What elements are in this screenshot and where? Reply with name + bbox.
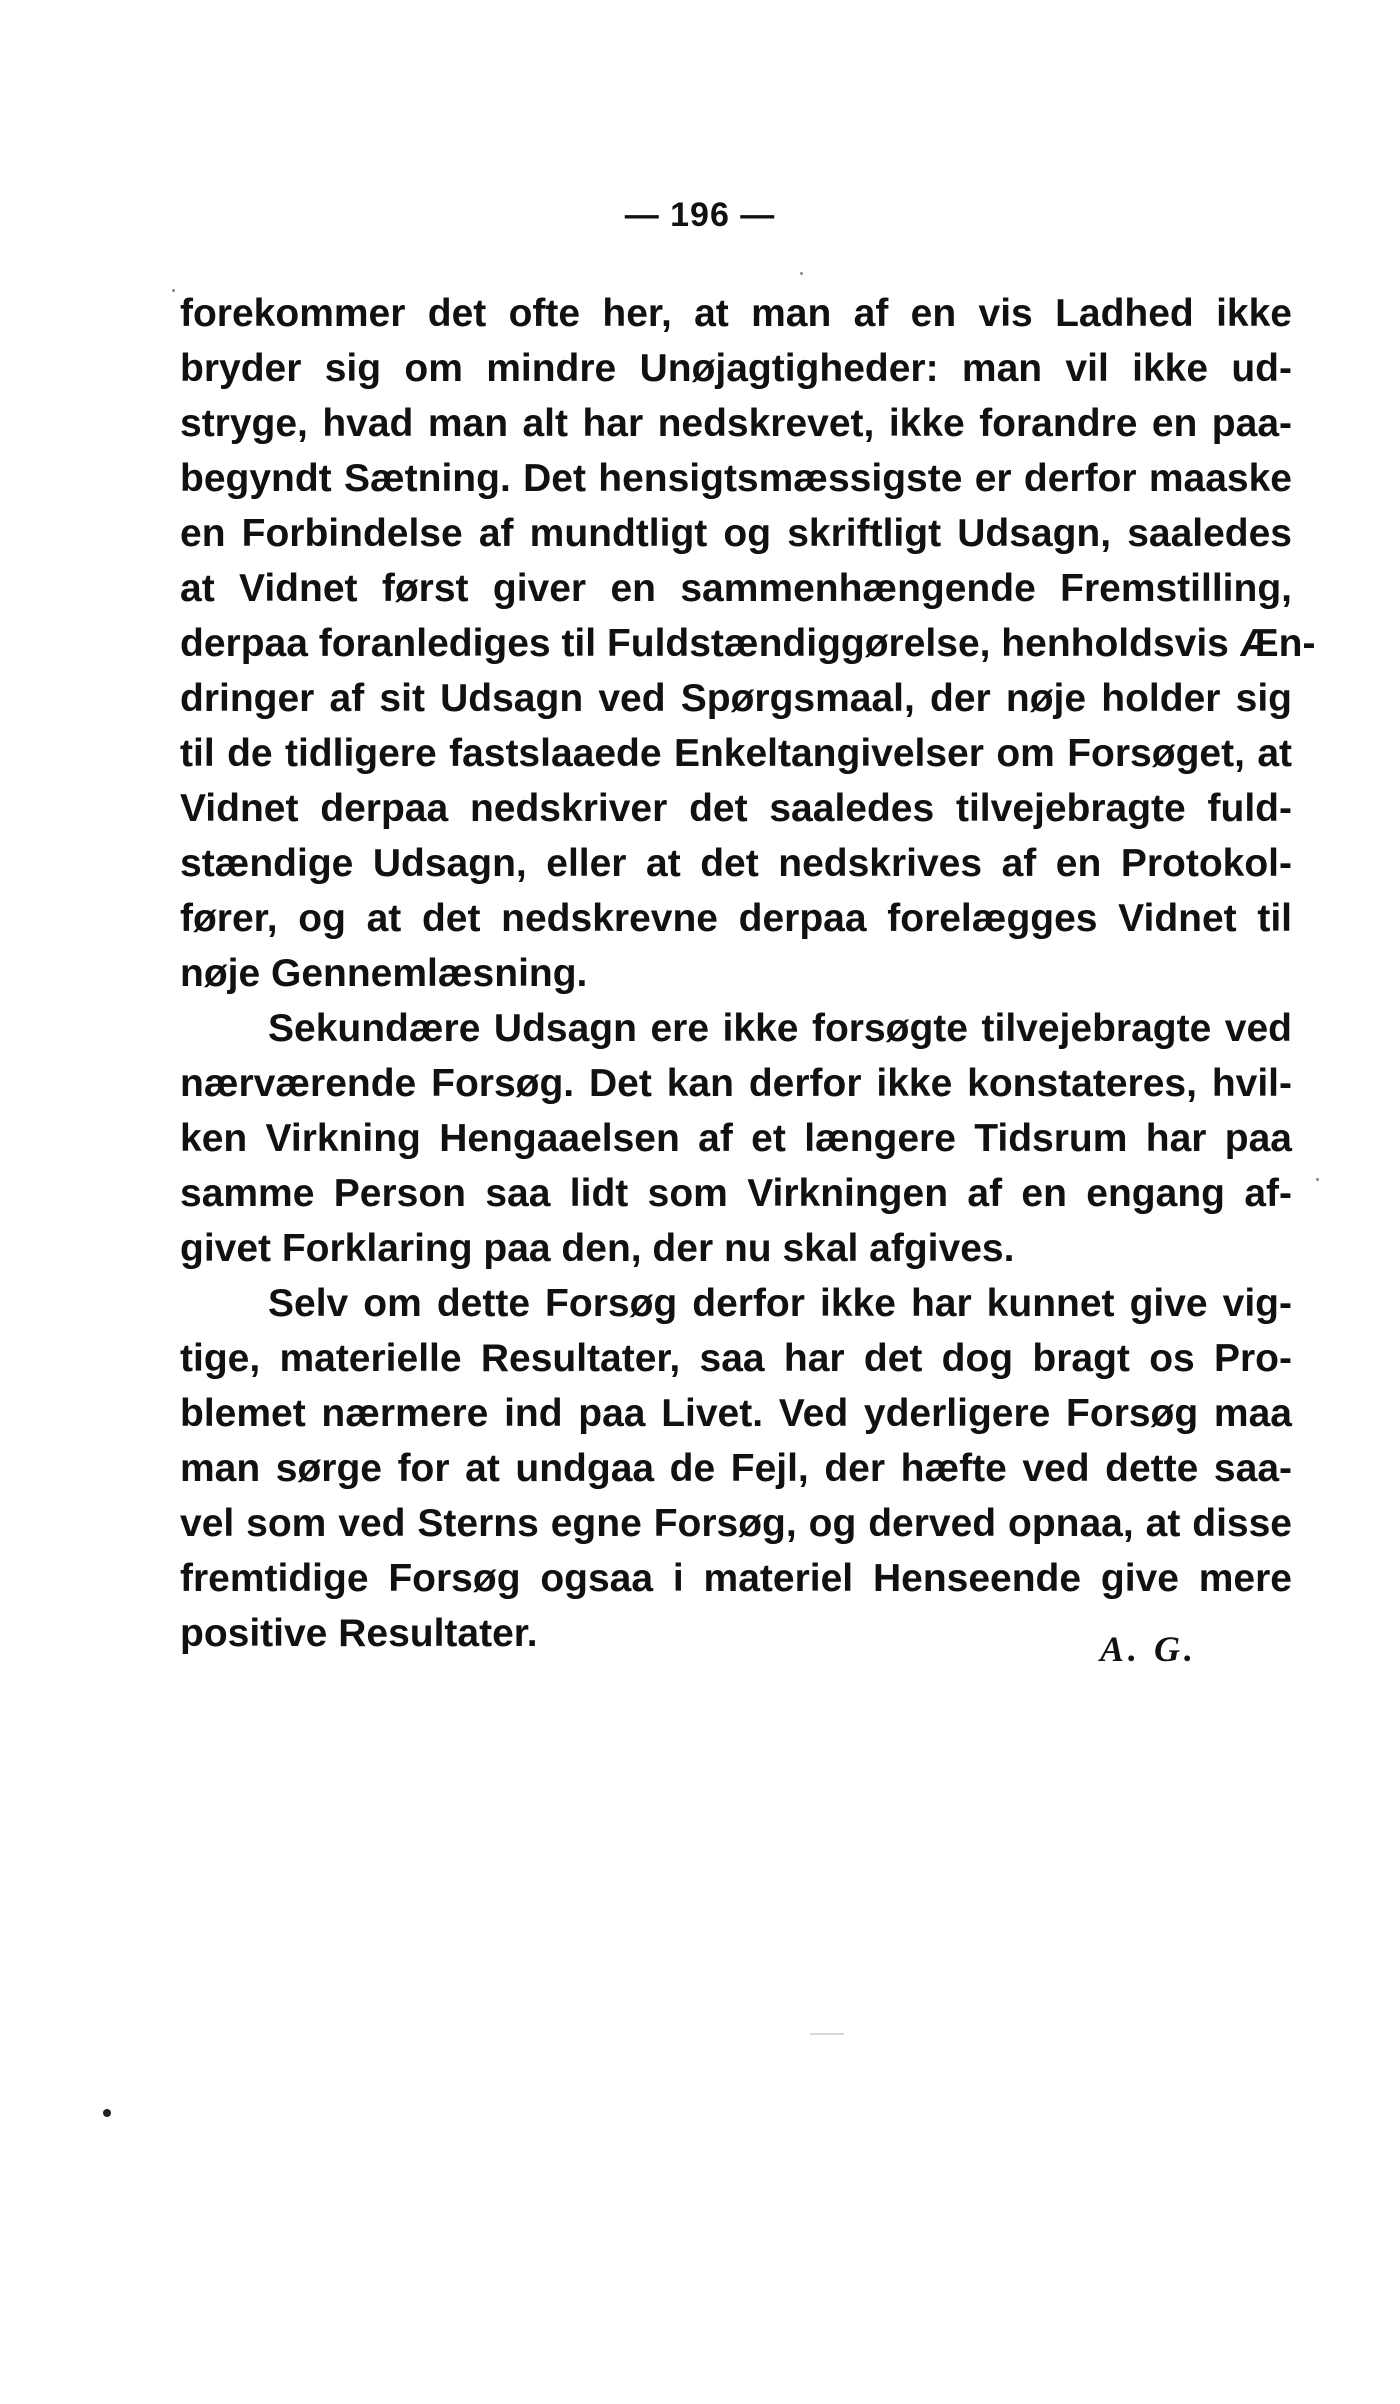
- text-line: vel som ved Sterns egne Forsøg, og derved opnaa, at disse: [180, 1502, 1292, 1545]
- text-line: stryge, hvad man alt har nedskrevet, ikke forandre en paa-: [180, 402, 1292, 445]
- text-line: stændige Udsagn, eller at det nedskrives af en Protokol-: [180, 842, 1292, 885]
- paragraph-3: [180, 1276, 1292, 1661]
- author-signature: A. G.: [1100, 1629, 1198, 1669]
- print-speck: [103, 2109, 111, 2117]
- page-number: — 196 —: [624, 196, 776, 234]
- text-line: til de tidligere fastslaaede Enkeltangivelser om Forsøget, at: [180, 732, 1292, 775]
- text-line: positive Resultater.: [180, 1612, 538, 1655]
- paragraph-1: [180, 286, 1316, 1001]
- text-line: dringer af sit Udsagn ved Spørgsmaal, der nøje holder sig: [180, 677, 1292, 720]
- text-line: Selv om dette Forsøg derfor ikke har kunnet give vig-: [268, 1282, 1292, 1325]
- text-line: Sekundære Udsagn ere ikke forsøgte tilvejebragte ved: [268, 1007, 1292, 1050]
- text-line: en Forbindelse af mundtligt og skriftligt Udsagn, saaledes: [180, 512, 1292, 555]
- paragraph-2: [180, 1001, 1292, 1276]
- text-line: ken Virkning Hengaaelsen af et længere Tidsrum har paa: [180, 1117, 1292, 1160]
- text-line: nøje Gennemlæsning.: [180, 952, 588, 995]
- text-line: tige, materielle Resultater, saa har det dog bragt os Pro-: [180, 1337, 1292, 1380]
- text-line: blemet nærmere ind paa Livet. Ved yderligere Forsøg maa: [180, 1392, 1292, 1435]
- text-line: forekommer det ofte her, at man af en vis Ladhed ikke: [180, 292, 1292, 335]
- text-line: fører, og at det nedskrevne derpaa forelægges Vidnet til: [180, 897, 1292, 940]
- text-line: fremtidige Forsøg ogsaa i materiel Henseende give mere: [180, 1557, 1292, 1600]
- print-speck: [800, 272, 803, 275]
- text-line: derpaa foranlediges til Fuldstændiggørelse, henholdsvis Æn-: [180, 622, 1316, 665]
- divider: [810, 2033, 844, 2035]
- text-line: at Vidnet først giver en sammenhængende Fremstilling,: [180, 567, 1292, 610]
- body-text: [180, 286, 1316, 1661]
- print-speck: [172, 289, 175, 292]
- text-line: bryder sig om mindre Unøjagtigheder: man vil ikke ud-: [180, 347, 1292, 390]
- text-line: man sørge for at undgaa de Fejl, der hæfte ved dette saa-: [180, 1447, 1292, 1490]
- text-line: nærværende Forsøg. Det kan derfor ikke konstateres, hvil-: [180, 1062, 1292, 1105]
- text-line: givet Forklaring paa den, der nu skal afgives.: [180, 1227, 1015, 1270]
- text-line: begyndt Sætning. Det hensigtsmæssigste er derfor maaske: [180, 457, 1292, 500]
- text-line: samme Person saa lidt som Virkningen af en engang af-: [180, 1172, 1292, 1215]
- text-line: Vidnet derpaa nedskriver det saaledes tilvejebragte fuld-: [180, 787, 1292, 830]
- print-speck: [1316, 1178, 1319, 1181]
